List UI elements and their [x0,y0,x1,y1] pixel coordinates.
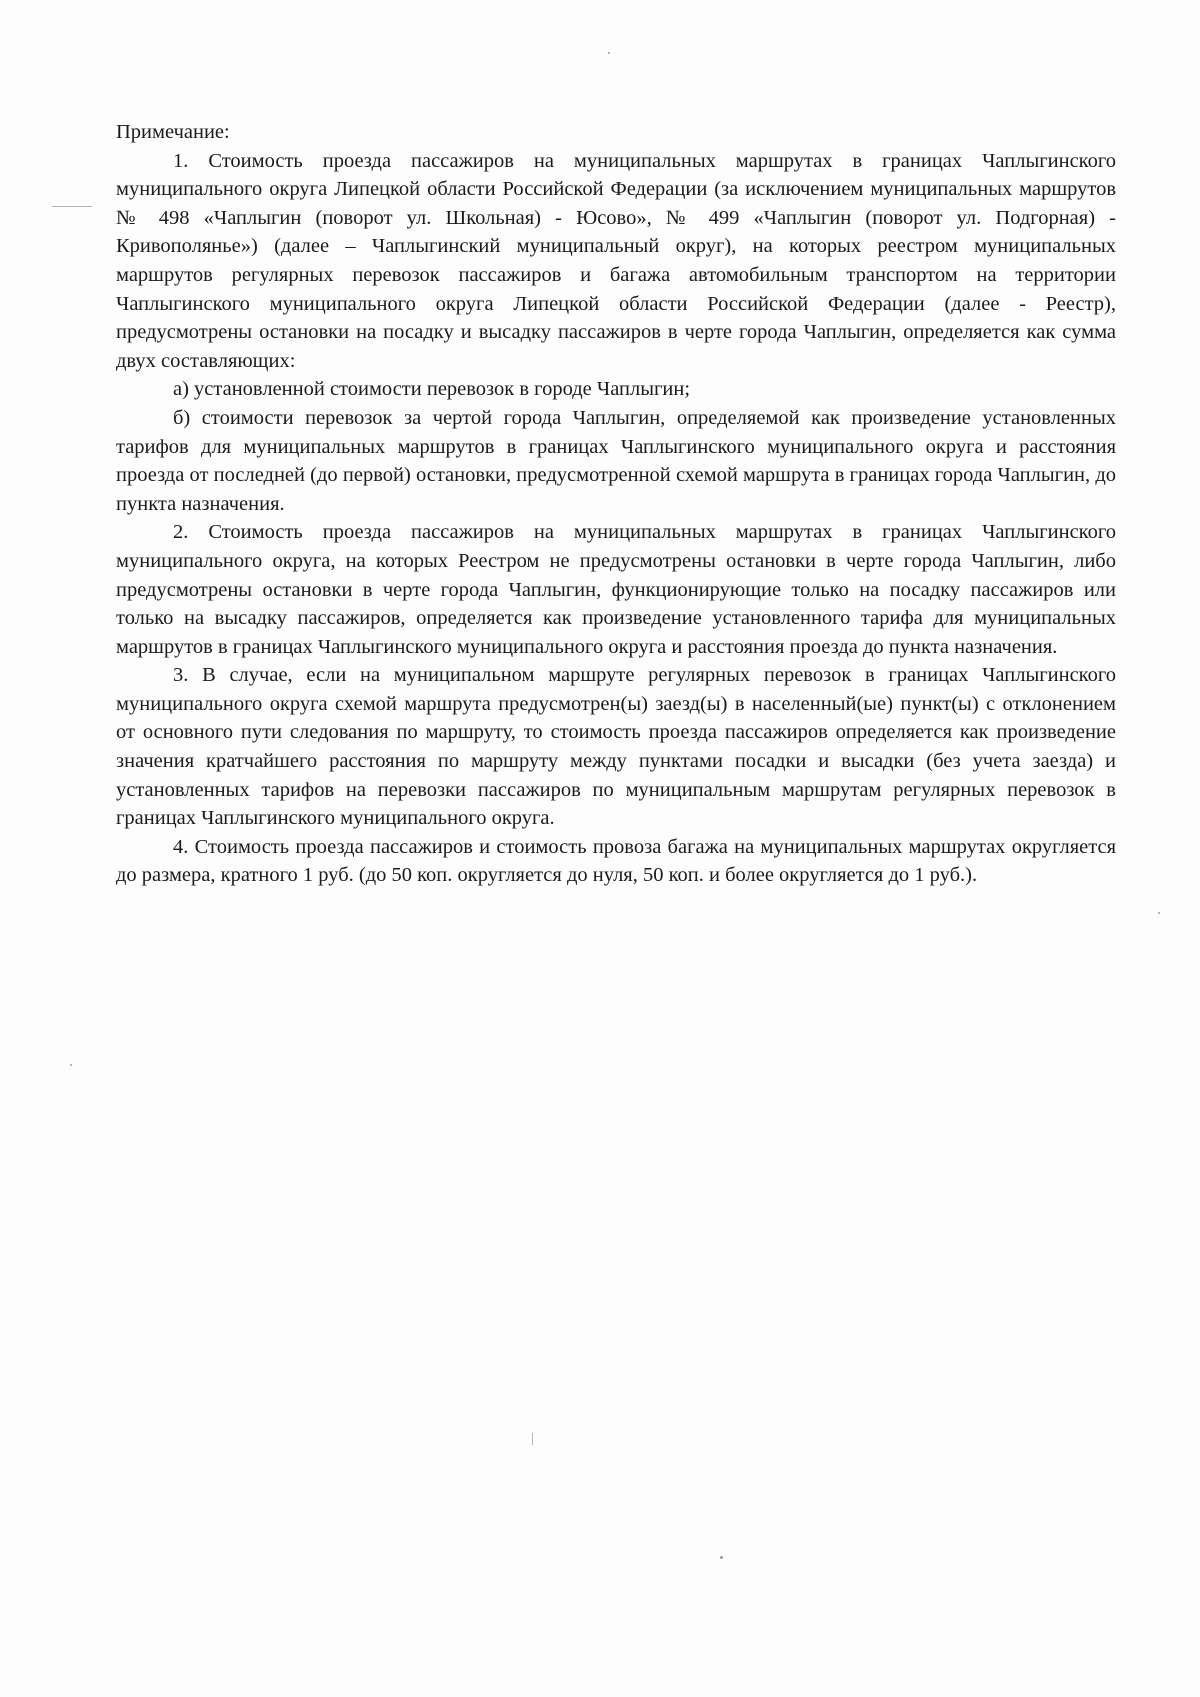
note-paragraph-3: 3. В случае, если на муниципальном маршруте регулярных перевозок в границах Чаплыгинского муниципального округа схемой маршрута предусмотрен(ы) заезд(ы) в населенный(ые) пункт(ы) с отклонением от основного пути следования по маршруту, то стоимость проезда пассажиров определяется как произведение значения кратчайшего расстояния по маршруту между пунктами посадки и высадки (без учета заезда) и установленных тарифов на перевозки пассажиров по муниципальным маршрутам регулярных перевозок в границах Чаплыгинского муниципального округа. [116,664,1116,830]
note-paragraph-2: 2. Стоимость проезда пассажиров на муниципальных маршрутах в границах Чаплыгинского муниципального округа, на которых Реестром не предусмотрены остановки в черте города Чаплыгин, либо предусмотрены остановки в черте города Чаплыгин, функционирующие только на посадку пассажиров или только на высадку пассажиров, определяется как произведение установленного тарифа для муниципальных маршрутов в границах Чаплыгинского муниципального округа и расстояния проезда до пункта назначения. [116,521,1116,658]
document-body [116,118,1116,890]
note-paragraph-1b: б) стоимости перевозок за чертой города Чаплыгин, определяемой как произведение установленных тарифов для муниципальных маршрутов в границах Чаплыгинского муниципального округа и расстояния проезда от последней (до первой) остановки, предусмотренной схемой маршрута в границах города Чаплыгин, до пункта назначения. [116,406,1116,515]
scan-speck [608,52,610,54]
scan-speck [720,1556,723,1559]
scan-mark [52,206,92,207]
scan-speck [70,1064,72,1066]
note-paragraph-1a: а) установленной стоимости перевозок в городе Чаплыгин; [173,378,691,401]
note-paragraph-4: 4. Стоимость проезда пассажиров и стоимость провоза багажа на муниципальных маршрутах округляется до размера, кратного 1 руб. (до 50 коп. округляется до нуля, 50 коп. и более округляется до 1 руб.). [116,835,1116,887]
note-heading: Примечание: [116,121,230,143]
scan-mark [532,1433,533,1445]
note-paragraph-1: 1. Стоимость проезда пассажиров на муниципальных маршрутах в границах Чаплыгинского муниципального округа Липецкой области Российской Федерации (за исключением муниципальных маршрутов № 498 «Чаплыгин (поворот ул. Школьная) - Юсово», № 499 «Чаплыгин (поворот ул. Подгорная) - Кривополянье») (далее – Чаплыгинский муниципальный округ), на которых реестром муниципальных маршрутов регулярных перевозок пассажиров и багажа автомобильным транспортом на территории Чаплыгинского муниципального округа Липецкой области Российской Федерации (далее - Реестр), предусмотрены остановки на посадку и высадку пассажиров в черте города Чаплыгин, определяется как сумма двух составляющих: [116,149,1116,372]
scan-speck [1158,912,1160,914]
